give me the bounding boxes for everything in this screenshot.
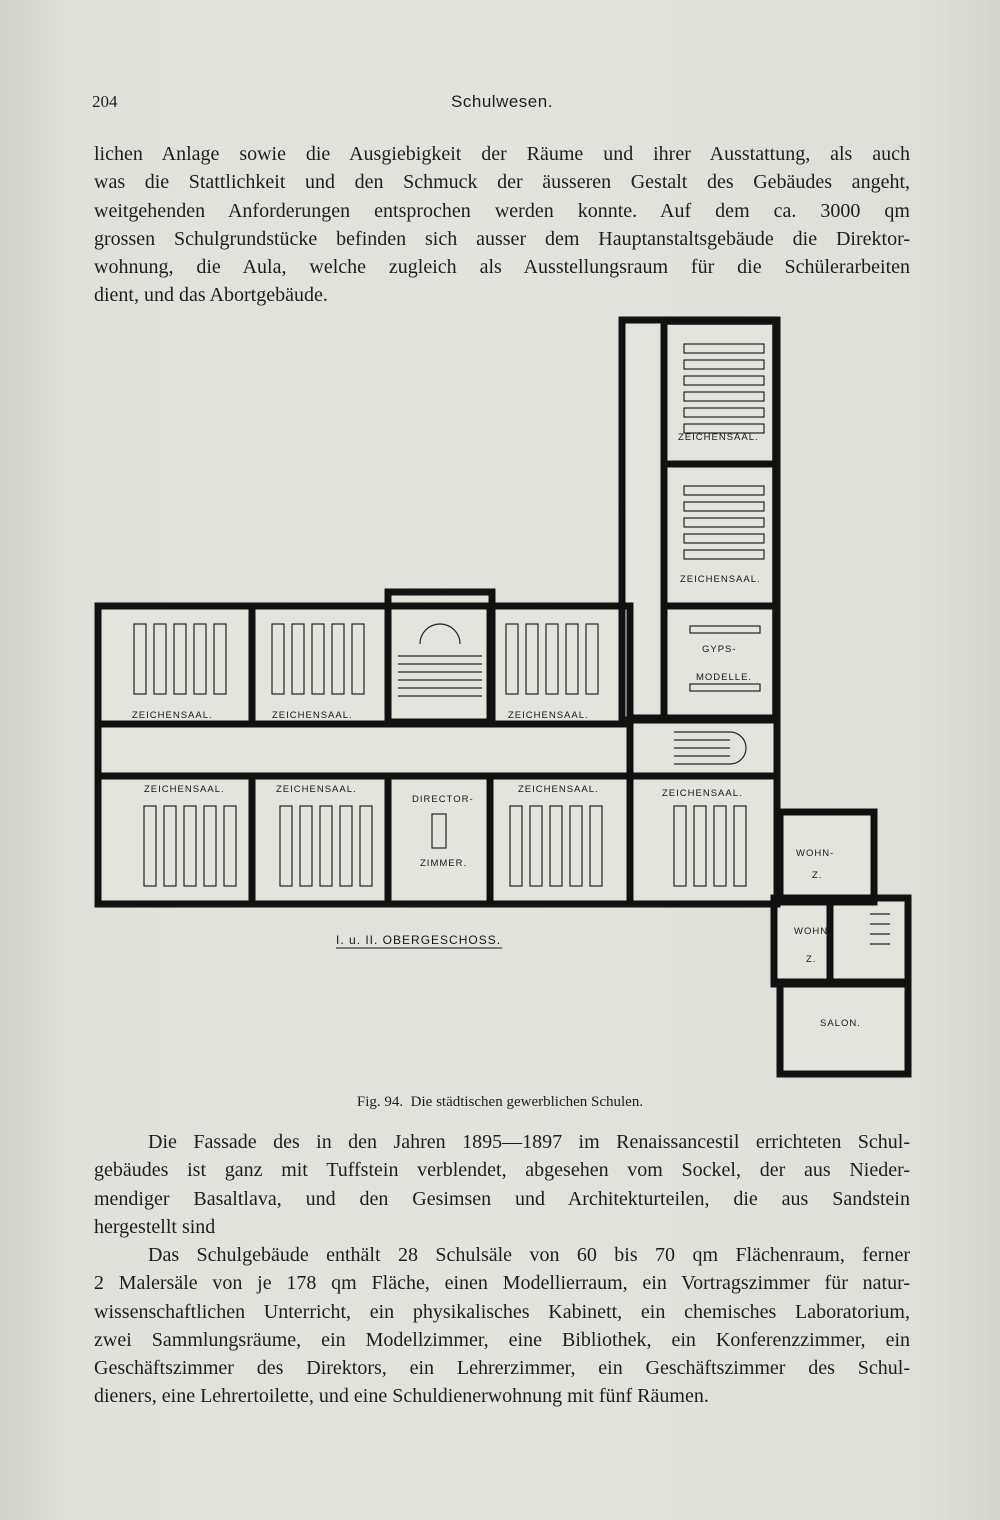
text-line: dieners, eine Lehrertoilette, und eine Schuldienerwohnung mit fünf Räumen. (94, 1385, 709, 1408)
room-label: ZIMMER. (420, 858, 468, 869)
room-label: GYPS- (702, 644, 737, 655)
text-line: gebäudes ist ganz mit Tuffstein verblendet, abgesehen vom Sockel, der aus Nieder- (94, 1159, 910, 1182)
room-label: ZEICHENSAAL. (144, 784, 225, 795)
room-label: ZEICHENSAAL. (518, 784, 599, 795)
paragraph-facade (94, 1128, 910, 1241)
plan-title: I. u. II. OBERGESCHOSS. (336, 933, 502, 947)
caption-text: Die städtischen gewerblichen Schulen. (410, 1094, 644, 1110)
room-label: DIRECTOR- (412, 794, 474, 805)
room-label: ZEICHENSAAL. (678, 432, 759, 443)
room-label: ZEICHENSAAL. (132, 710, 213, 721)
text-line: dient, und das Abortgebäude. (94, 284, 328, 307)
room-label: WOHN- (794, 926, 833, 937)
text-line: lichen Anlage sowie die Ausgiebigkeit der Räume und ihrer Ausstattung, als auch (94, 143, 910, 165)
room-label: ZEICHENSAAL. (272, 710, 353, 721)
room-label: ZEICHENSAAL. (508, 710, 589, 721)
figure-caption (0, 1094, 1000, 1111)
text-line: Die Fassade des in den Jahren 1895—1897 im Renaissancestil errichteten Schul- (148, 1131, 910, 1153)
room-label: Z. (806, 954, 817, 965)
text-line: mendiger Basaltlava, und den Gesimsen und Architekturteilen, die aus Sandstein (94, 1187, 910, 1210)
text-line: hergestellt sind (94, 1215, 216, 1238)
text-line: was die Stattlichkeit und den Schmuck der äusseren Gestalt des Gebäudes angeht, (94, 171, 910, 194)
floor-plan (90, 314, 920, 1094)
room-label: ZEICHENSAAL. (680, 574, 761, 585)
caption-label: Fig. 94. (356, 1094, 404, 1110)
running-head: Schulwesen. (451, 92, 553, 111)
text-line: wohnung, die Aula, welche zugleich als Ausstellungsraum für die Schülerarbeiten (94, 256, 910, 279)
room-label: SALON. (820, 1018, 861, 1029)
room-label: ZEICHENSAAL. (276, 784, 357, 795)
room-label: ZEICHENSAAL. (662, 788, 743, 799)
room-label: MODELLE. (696, 672, 753, 683)
text-line: Das Schulgebäude enthält 28 Schulsäle von 60 bis 70 qm Flächenraum, ferner (148, 1244, 910, 1266)
text-line: Geschäftszimmer des Direktors, ein Lehrerzimmer, ein Geschäftszimmer des Schul- (94, 1357, 910, 1380)
paragraph-intro (94, 140, 910, 310)
page-header (92, 92, 912, 122)
text-line: zwei Sammlungsräume, ein Modellzimmer, eine Bibliothek, ein Konferenzzimmer, ein (94, 1328, 910, 1351)
text-line: 2 Malersäle von je 178 qm Fläche, einen Modellierraum, ein Vortragszimmer für natur- (94, 1272, 910, 1295)
text-line: grossen Schulgrundstücke befinden sich ausser dem Hauptanstaltsgebäude die Direktor- (94, 227, 910, 250)
room-label: Z. (812, 870, 823, 881)
room-label: WOHN- (796, 848, 835, 859)
text-line: weitgehenden Anforderungen entsprochen werden konnte. Auf dem ca. 3000 qm (94, 199, 910, 222)
page-number: 204 (92, 92, 118, 111)
paragraph-rooms (94, 1241, 910, 1411)
text-line: wissenschaftlichen Unterricht, ein physikalisches Kabinett, ein chemisches Laboratorium, (94, 1300, 910, 1323)
